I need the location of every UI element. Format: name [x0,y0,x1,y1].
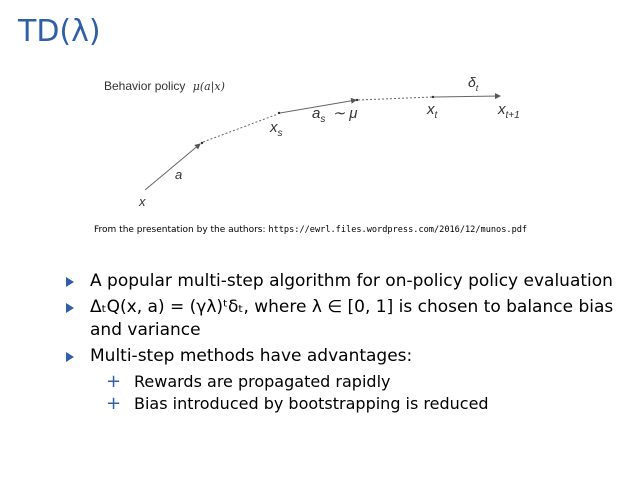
xt1-label: $x_{t+1}$ [498,101,520,121]
bullet-triangle-icon [66,303,74,313]
bullet-item: Multi-step methods have advantages: [58,345,618,368]
bullet-item: ΔₜQ(x, a) = (γλ)ᵗδₜ, where λ ∈ [0, 1] is chosen to balance bias and variance [58,296,618,342]
bullet-item: A popular multi-step algorithm for on-policy policy evaluation [58,270,618,293]
edge-as-to-xt [358,97,432,100]
sub-bullet-item: + Rewards are propagated rapidly [106,371,391,392]
sub-bullet-item: + Bias introduced by bootstrapping is reduced [106,393,489,414]
behavior-policy-label: Behavior policy μ(a|x) [104,79,225,93]
node-a [201,142,203,144]
node-xt [432,96,434,98]
xs-label: $x_s$ [270,119,283,139]
a-label: a [175,167,183,182]
figure-caption [94,225,527,235]
edge-xt-to-xt1 [434,96,500,97]
slide-title: TD(λ) [18,14,101,49]
delta-t-label: $\delta_t$ [468,74,479,93]
edge-x-to-a [145,144,200,190]
caption-prefix: From the presentation by the authors: [94,225,266,235]
node-xs [278,112,280,114]
caption-url[interactable]: https://ewrl.files.wordpress.com/2016/12/munos.pdf [268,225,528,235]
edge-a-to-xs [203,114,278,142]
plus-icon: + [106,371,122,392]
x-label: x [139,194,146,209]
bullet-triangle-icon [66,352,74,362]
plus-icon: + [106,393,122,414]
xt-label: $x_t$ [427,101,438,121]
bullet-list [58,270,618,415]
as-label: $a_s$ ∼ μ [312,105,358,125]
bullet-triangle-icon [66,277,74,287]
node-as [356,99,358,101]
